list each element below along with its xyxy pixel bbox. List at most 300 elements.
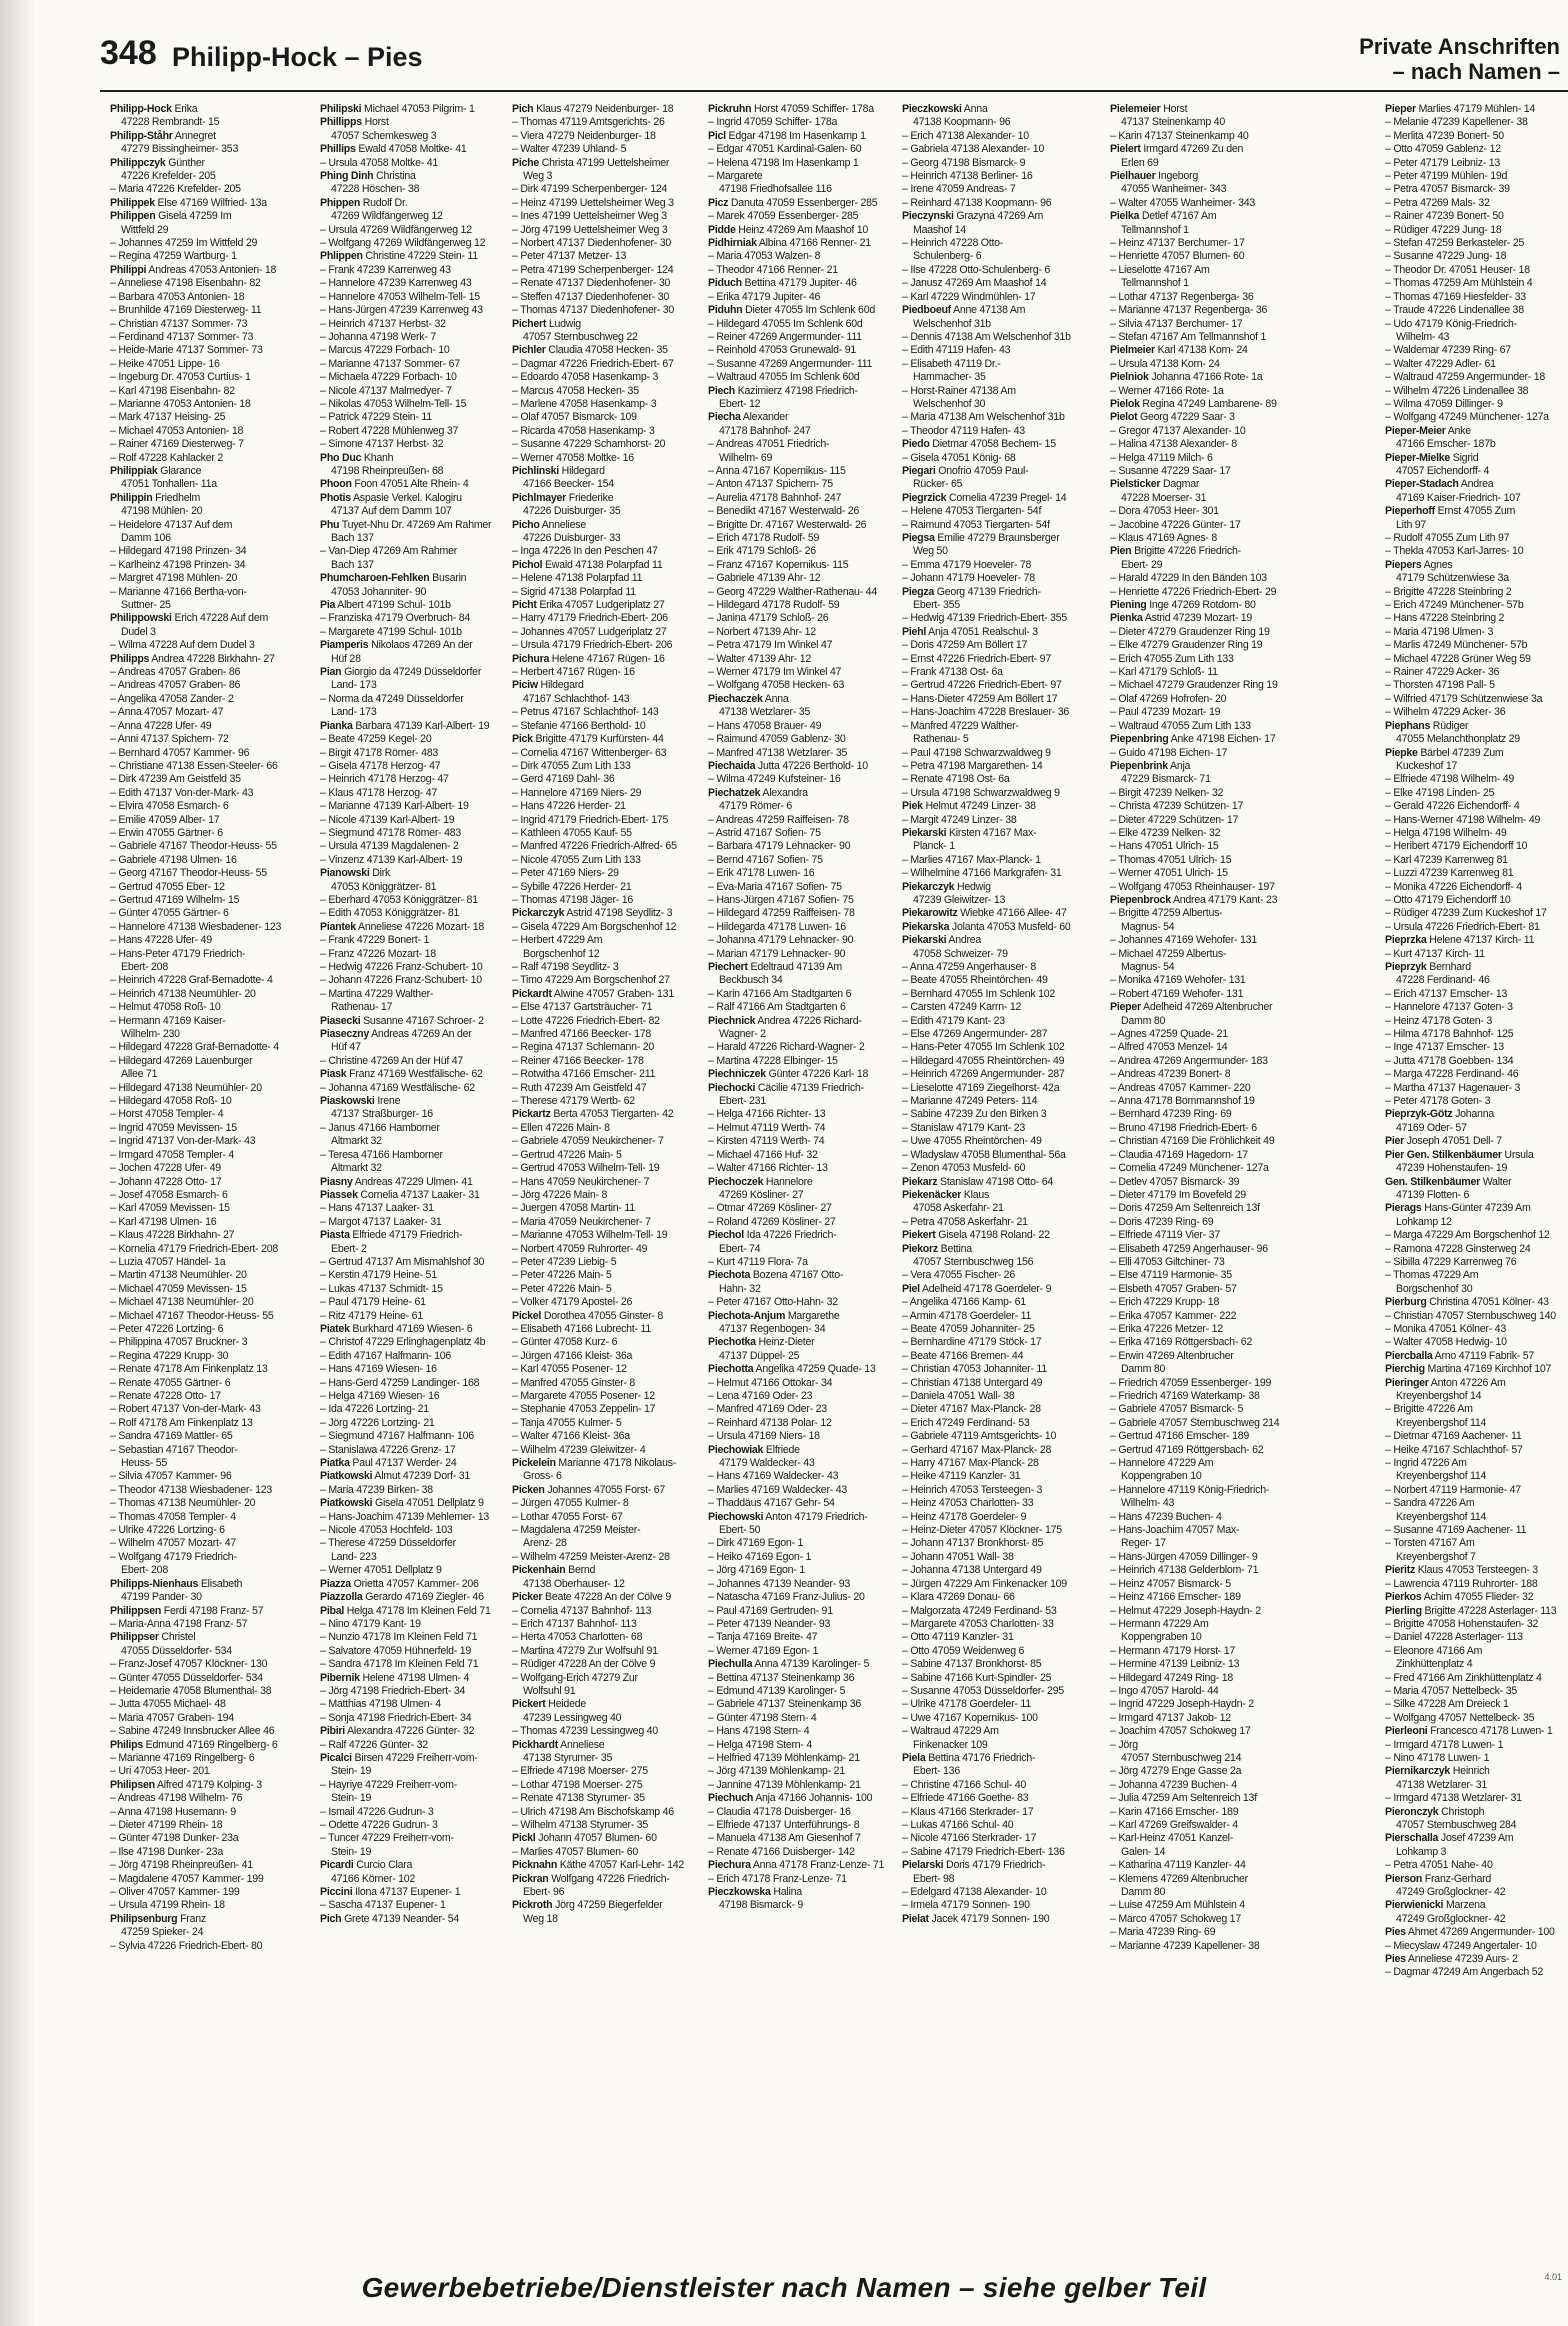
directory-entry [1385, 1698, 1567, 1711]
directory-entry [110, 1739, 292, 1752]
entry-surname: Pielemeier [1110, 103, 1161, 115]
entry-details: – Walter 47166 Kleist- 36a [512, 1430, 630, 1443]
directory-entry [320, 1403, 502, 1416]
entry-details: – Ingrid 47179 Friedrich-Ebert- 175 [512, 813, 669, 826]
directory-entry [512, 626, 694, 639]
entry-details: Orietta 47057 Kammer- 206 [350, 1577, 479, 1590]
directory-entry [110, 559, 292, 572]
entry-details: Damm 106 [121, 532, 171, 544]
directory-entry [110, 1108, 292, 1121]
directory-entry [902, 1779, 1084, 1792]
entry-details: – Juergen 47058 Martin- 11 [512, 1202, 635, 1215]
entry-details: – Hans-Gerd 47259 Landinger- 168 [320, 1376, 480, 1389]
directory-entry [902, 492, 1084, 505]
directory-entry [110, 304, 292, 317]
directory-entry [708, 693, 890, 706]
directory-entry [1110, 318, 1292, 331]
directory-entry [320, 1564, 502, 1577]
entry-details: Ewald 47058 Moltke- 41 [355, 143, 467, 156]
directory-entry [902, 1698, 1084, 1711]
entry-surname: Piazzolla [320, 1591, 363, 1604]
directory-entry [1110, 304, 1292, 317]
directory-entry [110, 210, 292, 223]
entry-surname: Philippiak [110, 464, 158, 477]
entry-details: 47239 Hohenstaufen- 19 [1396, 1162, 1508, 1175]
entry-details: – Otto 47179 Eichendorff 10 [1385, 893, 1511, 906]
directory-entry [708, 143, 890, 156]
entry-details: – Gabriele 47139 Ahr- 12 [708, 572, 821, 585]
entry-details: – Joachim 47057 Schokweg 17 [1110, 1725, 1251, 1738]
directory-entry [1110, 974, 1292, 987]
directory-entry [1110, 1551, 1292, 1564]
entry-details: 47138 Koopmann- 96 [913, 116, 1011, 129]
directory-entry [708, 157, 890, 170]
entry-surname: Philippsen [110, 1604, 162, 1617]
entry-surname: Piepers [1385, 558, 1422, 571]
directory-entry [512, 385, 694, 398]
directory-entry [1385, 1162, 1567, 1175]
entry-details: Dietmar 47058 Bechem- 15 [929, 438, 1056, 451]
entry-surname: Pier Gen. Stilkenbäumer [1385, 1148, 1502, 1161]
entry-details: 47226 Krefelder- 205 [121, 170, 216, 183]
entry-details: – Lukas 47166 Schul- 40 [902, 1819, 1014, 1831]
entry-details: – Heiko 47169 Egon- 1 [708, 1550, 812, 1563]
entry-details: – Marlies 47167 Max-Planck- 1 [902, 853, 1041, 866]
entry-details: – Sascha 47137 Eupener- 1 [320, 1899, 446, 1912]
directory-entry [1385, 130, 1567, 143]
entry-details: Onofrio 47059 Paul- [935, 464, 1029, 477]
directory-entry [902, 747, 1084, 760]
directory-entry [902, 1873, 1084, 1886]
entry-details: Ahmet 47269 Angermunder- 100 [1405, 1926, 1555, 1939]
directory-entry [1110, 1752, 1292, 1765]
directory-entry [708, 1712, 890, 1725]
directory-entry [708, 1015, 890, 1028]
entry-details: Bernhard [1426, 961, 1471, 973]
directory-entry [110, 1363, 292, 1376]
directory-entry [902, 385, 1084, 398]
entry-details: – Andreas 47198 Wilhelm- 76 [110, 1792, 243, 1805]
directory-entry [1110, 1578, 1292, 1591]
directory-entry [708, 425, 890, 438]
entry-details: Hannelore [763, 1175, 813, 1188]
entry-details: – Gabriele 47057 Bismarck- 5 [1110, 1403, 1244, 1416]
entry-details: – Johanna 47179 Lehnacker- 90 [708, 934, 854, 947]
directory-entry [1110, 157, 1292, 170]
entry-details: 47198 Bismarck- 9 [719, 1899, 804, 1912]
entry-surname: Piegari [902, 464, 936, 477]
entry-details: Anton 47179 Friedrich- [763, 1510, 868, 1523]
entry-details: – Hans 47198 Stern- 4 [708, 1725, 810, 1738]
entry-details: – Hans 47228 Ufer- 49 [110, 934, 212, 947]
directory-entry [110, 318, 292, 331]
entry-details: – Patrick 47229 Stein- 11 [320, 411, 432, 424]
directory-entry [1385, 1108, 1567, 1121]
entry-surname: Piaseczny [320, 1028, 369, 1041]
entry-details: – Manfred 47229 Walther- [902, 719, 1019, 732]
entry-details: Friedhelm [152, 491, 201, 504]
entry-surname: Piercballa [1385, 1349, 1433, 1362]
directory-entry [320, 304, 502, 317]
entry-details: Horst 47059 Schiffer- 178a [751, 103, 874, 115]
entry-surname: Philipps-Nienhaus [110, 1577, 199, 1590]
entry-details: Anja 47166 Johannis- 100 [753, 1792, 873, 1805]
entry-details: – Heidemarie 47058 Blumenthal- 38 [110, 1684, 272, 1697]
directory-entry [1110, 1913, 1292, 1926]
entry-details: – Margret 47198 Mühlen- 20 [110, 572, 238, 585]
directory-entry [320, 532, 502, 545]
entry-surname: Pieper-Stadach [1385, 478, 1459, 491]
directory-entry [1110, 1698, 1292, 1711]
entry-details: Wagner- 2 [719, 1028, 766, 1041]
directory-entry [902, 1028, 1084, 1041]
entry-details: – Maria 47226 Krefelder- 205 [110, 183, 241, 196]
directory-entry [320, 1605, 502, 1618]
entry-details: – Nunzio 47178 Im Kleinen Feld 71 [320, 1631, 478, 1644]
directory-entry [708, 1216, 890, 1229]
directory-entry [320, 1135, 502, 1148]
directory-entry [902, 559, 1084, 572]
entry-details: – Uri 47053 Heer- 201 [110, 1765, 210, 1778]
directory-entry [1110, 371, 1292, 384]
entry-surname: Piciw [512, 679, 538, 692]
entry-details: Giorgio da 47249 Düsseldorfer [341, 666, 482, 679]
entry-details: – Peter 47226 Main- 5 [512, 1269, 612, 1282]
directory-entry [512, 881, 694, 894]
directory-entry [902, 1792, 1084, 1805]
entry-details: – Maria 47057 Graben- 194 [110, 1711, 234, 1724]
entry-details: Achim 47055 Flieder- 32 [1421, 1591, 1534, 1604]
directory-entry [1110, 411, 1292, 424]
entry-details: – Ingeburg Dr. 47053 Curtius- 1 [110, 371, 251, 384]
entry-surname: Philippen [110, 210, 156, 223]
directory-entry [512, 1430, 694, 1443]
entry-details: – Heinrich 47178 Herzog- 47 [320, 773, 449, 786]
entry-details: – Stefan 47167 Am Tellmannshof 1 [1110, 330, 1267, 343]
entry-details: – Maria 47057 Nettelbeck- 35 [1385, 1684, 1517, 1697]
entry-details: – Nicole 47053 Hochfeld- 103 [320, 1524, 453, 1537]
directory-entry [512, 1792, 694, 1805]
directory-entry [1385, 1323, 1567, 1336]
entry-details: – Elke 47198 Linden- 25 [1385, 786, 1495, 799]
entry-details: – Gertrud 47137 Am Mismahlshof 30 [320, 1255, 485, 1268]
entry-surname: Pibiri [320, 1725, 345, 1738]
entry-details: Bach 137 [331, 532, 374, 544]
directory-entry [320, 1269, 502, 1282]
entry-details: Georg 47139 Friedrich- [934, 585, 1041, 598]
entry-details: Ursula [1501, 1148, 1534, 1161]
entry-details: – Michael 47138 Neumühler- 20 [110, 1296, 254, 1309]
entry-details: – Hildegard 47228 Graf-Bernadotte- 4 [110, 1041, 279, 1054]
entry-details: – Andrea 47269 Angermunder- 183 [1110, 1054, 1268, 1067]
directory-entry [320, 1470, 502, 1483]
directory-entry [1385, 1725, 1567, 1738]
entry-details: – Elisabeth 47119 Dr.- [902, 357, 1001, 370]
directory-entry [512, 197, 694, 210]
directory-column-2 [320, 103, 502, 2251]
directory-entry [1110, 1645, 1292, 1658]
entry-details: – Günter 47198 Dunker- 23a [110, 1832, 239, 1845]
directory-entry [1110, 1363, 1292, 1376]
directory-entry [320, 210, 502, 223]
entry-details: – Katharina 47119 Kanzler- 44 [1110, 1859, 1246, 1872]
entry-details: Marzena [1443, 1899, 1486, 1912]
entry-details: – Regina 47259 Wartburg- 1 [110, 250, 237, 263]
entry-surname: Pielok [1110, 397, 1140, 410]
entry-surname: Piekert [902, 1229, 936, 1242]
directory-entry [512, 840, 694, 853]
entry-details: – Edelgard 47138 Alexander- 10 [902, 1886, 1047, 1899]
entry-surname: Pierleoni [1385, 1725, 1428, 1738]
entry-details: – Michael 47259 Albertus- [1110, 947, 1227, 960]
entry-details: – Helga 47198 Wilhelm- 49 [1385, 826, 1507, 839]
entry-details: – Norbert 47137 Diedenhofener- 30 [512, 237, 672, 250]
entry-details: Helga 47178 Im Kleinen Feld 71 [344, 1604, 491, 1617]
entry-surname: Picken [512, 1483, 545, 1496]
directory-entry [1110, 572, 1292, 585]
entry-details: – Johannes 47259 Im Wittfeld 29 [110, 237, 258, 250]
entry-details: – Gisela 47051 König- 68 [902, 451, 1016, 464]
entry-details: – Werner 47051 Ulrich- 15 [1110, 867, 1228, 880]
entry-details: Franz 47169 Westfälische- 62 [346, 1068, 483, 1081]
directory-entry [512, 867, 694, 880]
entry-details: – Erich 47137 Emscher- 13 [1385, 987, 1508, 1000]
entry-details: – Wolfgang 47053 Rheinhauser- 197 [1110, 880, 1275, 893]
directory-entry [902, 840, 1084, 853]
directory-entry [1110, 1497, 1292, 1510]
directory-entry [902, 1551, 1084, 1564]
entry-details: – Claudia 47178 Duisberger- 16 [708, 1805, 851, 1818]
entry-details: – Reinhard 47138 Polar- 12 [708, 1416, 832, 1429]
directory-entry [110, 1926, 292, 1939]
entry-details: – Kornelia 47179 Friedrich-Ebert- 208 [110, 1242, 278, 1255]
directory-entry [320, 800, 502, 813]
directory-entry [320, 170, 502, 183]
entry-details: – Johannes 47139 Neander- 93 [708, 1577, 851, 1590]
directory-entry [110, 519, 292, 532]
entry-details: – Heinz 47057 Bismarck- 5 [1110, 1577, 1231, 1590]
entry-details: – Monika 47226 Eichendorff- 4 [1385, 880, 1522, 893]
entry-details: – Magdalene 47057 Kammer- 199 [110, 1872, 264, 1885]
directory-entry [512, 157, 694, 170]
entry-surname: Pieczkowska [708, 1886, 771, 1899]
directory-entry [708, 103, 890, 116]
entry-details: – Gerald 47226 Eichendorff- 4 [1385, 800, 1520, 813]
entry-surname: Pieper [1385, 103, 1416, 115]
directory-entry [708, 572, 890, 585]
entry-details: – Sonja 47198 Friedrich-Ebert- 34 [320, 1711, 472, 1724]
directory-entry [902, 250, 1084, 263]
page-header [100, 30, 1568, 92]
directory-entry [708, 1363, 890, 1376]
directory-entry [708, 1068, 890, 1081]
entry-details: – Heike 47119 Kanzler- 31 [902, 1470, 1021, 1483]
directory-entry [320, 1430, 502, 1443]
entry-details: – Barbara 47053 Antonien- 18 [110, 290, 245, 303]
entry-details: – Kurt 47119 Flora- 7a [708, 1255, 808, 1268]
directory-entry [110, 612, 292, 625]
entry-details: – Heinrich 47228 Otto- [902, 237, 1004, 250]
entry-details: – Ingo 47057 Harold- 44 [1110, 1684, 1219, 1697]
entry-details: Dieter 47055 Im Schlenk 60d [742, 304, 875, 317]
entry-details: – Otmar 47269 Kösliner- 27 [708, 1202, 832, 1215]
directory-entry [1110, 1149, 1292, 1162]
directory-entry [708, 1417, 890, 1430]
entry-details: Land- 173 [331, 679, 377, 692]
entry-details: Andrea 47228 Birkhahn- 27 [149, 652, 275, 665]
directory-entry [1110, 840, 1292, 853]
entry-details: – Henriette 47057 Blumen- 60 [1110, 250, 1245, 263]
directory-entry [110, 1457, 292, 1470]
directory-entry [902, 1524, 1084, 1537]
entry-details: – Heidelore 47137 Auf dem [110, 518, 233, 531]
directory-entry [110, 1470, 292, 1483]
directory-entry [512, 1403, 694, 1416]
entry-details: Gisela 47259 Im [155, 210, 232, 223]
entry-details: Tellmannshof 1 [1121, 223, 1189, 236]
directory-entry [902, 1430, 1084, 1443]
entry-details: – Wilfried 47179 Schützenwiese 3a [1385, 692, 1543, 705]
directory-entry [1385, 921, 1567, 934]
entry-details: Heuss- 55 [121, 1457, 168, 1470]
directory-entry [708, 1819, 890, 1832]
directory-entry [110, 1015, 292, 1028]
entry-details: – Edith 47167 Halfmann- 106 [320, 1349, 452, 1362]
entry-details: – Rüdiger 47239 Zum Kuckeshof 17 [1385, 907, 1547, 920]
entry-details: Anneliese [539, 518, 586, 531]
entry-details: Cornelia 47239 Pregel- 14 [946, 491, 1067, 504]
entry-details: Lohkamp 12 [1396, 1215, 1452, 1228]
directory-entry [1110, 612, 1292, 625]
entry-details: – Kurt 47137 Kirch- 11 [1385, 947, 1485, 960]
directory-entry [110, 1940, 292, 1953]
entry-details: – Manfred 47166 Beecker- 178 [512, 1028, 652, 1041]
entry-surname: Pielert [1110, 143, 1141, 156]
directory-entry [320, 1457, 502, 1470]
entry-surname: Pieringer [1385, 1376, 1429, 1389]
directory-entry [110, 1537, 292, 1550]
directory-entry [902, 545, 1084, 558]
entry-details: Hildegard [537, 679, 584, 692]
entry-details: – Walter 47166 Richter- 13 [708, 1162, 828, 1175]
entry-surname: Piechatzek [708, 786, 761, 799]
entry-surname: Piechert [708, 961, 748, 973]
directory-entry [902, 1725, 1084, 1738]
entry-details: – Nicole 47166 Sterkrader- 17 [902, 1832, 1037, 1845]
entry-details: – Heinrich 47269 Angermunder- 287 [902, 1068, 1065, 1081]
entry-details: – Werner 47051 Dellplatz 9 [320, 1564, 442, 1577]
directory-entry [1110, 1846, 1292, 1859]
entry-details: – Christof 47229 Erlinghagenplatz 4b [320, 1336, 486, 1349]
entry-details: – Marianne 47169 Ringelberg- 6 [110, 1751, 255, 1764]
entry-details: Finkenacker 109 [913, 1738, 988, 1751]
directory-entry [110, 1792, 292, 1805]
directory-entry [708, 1631, 890, 1644]
entry-details: Wilhelm- 43 [1396, 330, 1450, 343]
entry-details: – Paul 47169 Gertruden- 91 [708, 1604, 833, 1617]
entry-details: Dorothea 47055 Ginster- 8 [541, 1309, 664, 1322]
entry-details: – Jochen 47228 Ufer- 49 [110, 1162, 221, 1175]
entry-details: – Lothar 47137 Regenberga- 36 [1110, 290, 1254, 303]
entry-details: – Hildegard 47138 Neumühler- 20 [110, 1081, 262, 1094]
directory-entry [110, 492, 292, 505]
directory-entry [1385, 1243, 1567, 1256]
directory-entry [320, 1162, 502, 1175]
entry-details: – Franz 47167 Kopernikus- 115 [708, 558, 849, 571]
entry-details: – Renate 47166 Duisberger- 142 [708, 1845, 855, 1858]
entry-details: – Christine 47269 An der Hüf 47 [320, 1054, 464, 1067]
entry-details: – Reinhold 47053 Grunewald- 91 [708, 344, 856, 357]
entry-details: – Walter 47055 Wanheimer- 343 [1110, 196, 1256, 209]
directory-entry [902, 1403, 1084, 1416]
entry-details: Doris 47179 Friedrich- [943, 1859, 1046, 1872]
entry-details: – Christian 47057 Sternbuschweg 140 [1385, 1309, 1556, 1322]
directory-entry [320, 626, 502, 639]
entry-details: – Gertrud 47055 Eber- 12 [110, 880, 225, 893]
directory-entry [902, 1618, 1084, 1631]
entry-details: – Karin 47166 Am Stadtgarten 6 [708, 987, 852, 1000]
entry-details: – Karl 47239 Karrenweg 81 [1385, 853, 1508, 866]
entry-details: Wilhelm- 230 [121, 1028, 180, 1041]
directory-entry [1385, 398, 1567, 411]
directory-entry [902, 961, 1084, 974]
entry-details: – Hildegard 47249 Ring- 18 [1110, 1671, 1234, 1684]
directory-entry [1385, 1457, 1567, 1470]
directory-entry [512, 1739, 694, 1752]
directory-entry [1385, 1122, 1567, 1135]
directory-entry [512, 1832, 694, 1845]
directory-entry [512, 170, 694, 183]
directory-entry [110, 814, 292, 827]
directory-entry [1385, 894, 1567, 907]
entry-details: – Marcus 47229 Forbach- 10 [320, 344, 450, 357]
entry-details: – Thorsten 47198 Pall- 5 [1385, 679, 1495, 692]
entry-details: Burkhard 47169 Wiesen- 6 [349, 1322, 473, 1335]
entry-details: – Werner 47166 Rote- 1a [1110, 384, 1224, 397]
entry-details: – Karl 47059 Mevissen- 15 [110, 1202, 230, 1215]
entry-details: 47169 Oder- 57 [1396, 1121, 1467, 1134]
directory-entry [512, 1256, 694, 1269]
directory-entry [110, 264, 292, 277]
directory-entry [708, 679, 890, 692]
entry-details: – Rüdiger 47228 An der Cölve 9 [512, 1658, 656, 1671]
directory-entry [708, 1310, 890, 1323]
entry-details: Erika 47057 Ludgeriplatz 27 [536, 599, 665, 612]
entry-details: – Wladyslaw 47058 Blumenthal- 56a [902, 1148, 1066, 1161]
entry-surname: Pho Duc [320, 451, 362, 464]
entry-details: – Karlheinz 47198 Prinzen- 34 [110, 558, 246, 571]
directory-entry [708, 237, 890, 250]
entry-details: – Therese 47259 Düsseldorfer [320, 1537, 456, 1550]
entry-details: Lohkamp 3 [1396, 1845, 1447, 1858]
directory-entry [512, 1899, 694, 1912]
directory-entry [320, 1631, 502, 1644]
directory-entry [1110, 545, 1292, 558]
entry-details: – Gerhard 47167 Max-Planck- 28 [902, 1443, 1052, 1456]
directory-entry [902, 733, 1084, 746]
entry-details: – Anna 47057 Mozart- 47 [110, 706, 224, 719]
directory-entry [110, 1041, 292, 1054]
entry-details: – Johanna 47169 Westfälische- 62 [320, 1081, 475, 1094]
directory-entry [708, 224, 890, 237]
entry-details: – Monika 47169 Wehofer- 131 [1110, 974, 1246, 987]
directory-entry [512, 854, 694, 867]
directory-entry [902, 800, 1084, 813]
entry-surname: Pielot [1110, 411, 1138, 424]
directory-entry [902, 1591, 1084, 1604]
entry-details: Nikolaos 47269 An der [368, 639, 473, 652]
directory-entry [512, 1055, 694, 1068]
